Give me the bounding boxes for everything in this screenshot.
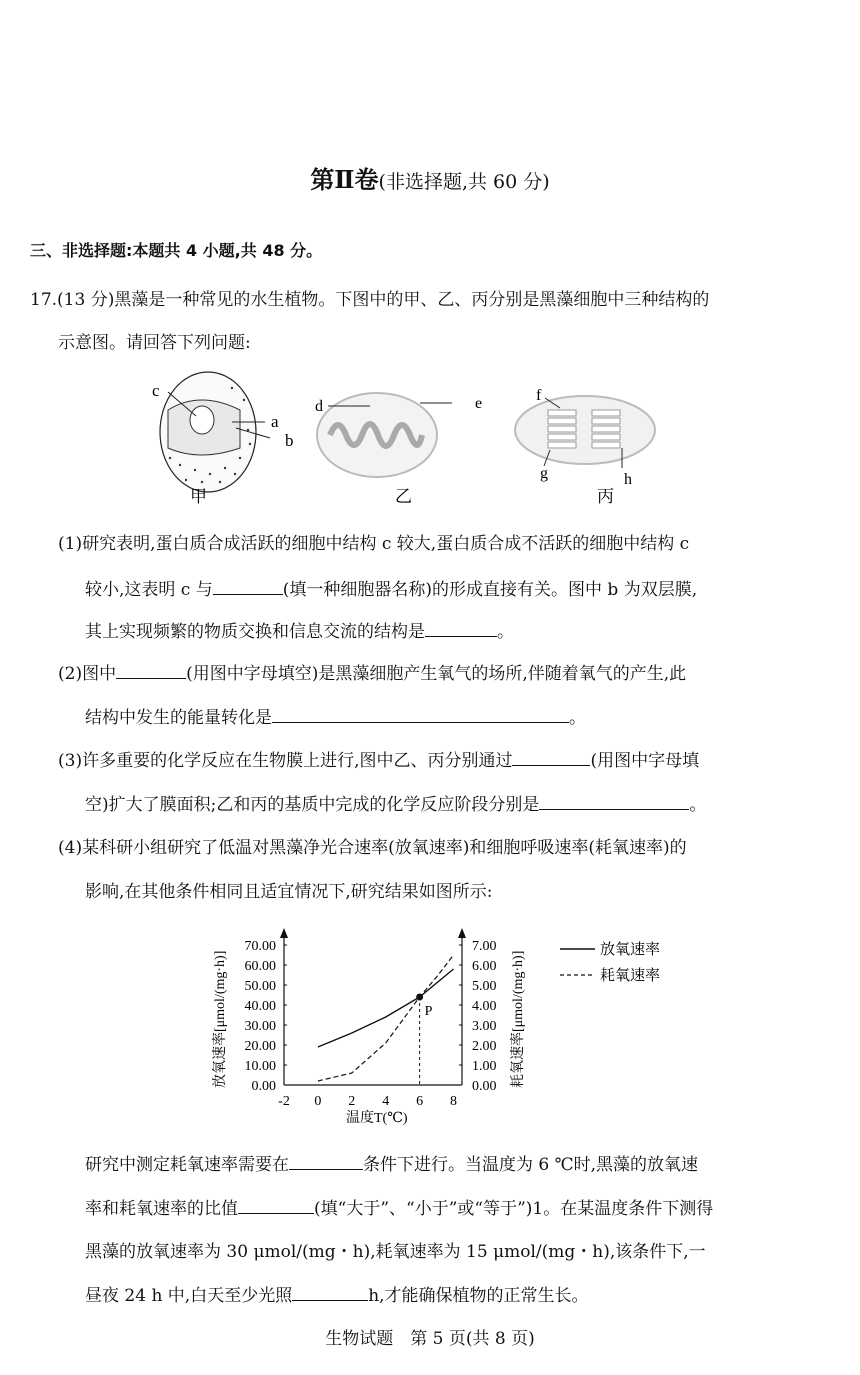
q17-p1-l2b: (填一种细胞器名称)的形成直接有关。图中 b 为双层膜, <box>282 580 698 600</box>
q17-p5-line2 <box>85 1194 713 1219</box>
x-axis-label: 温度T(℃) <box>346 1111 408 1126</box>
label-a: a <box>271 412 279 431</box>
label-bing: 丙 <box>597 487 614 506</box>
label-yi: 乙 <box>395 487 412 506</box>
label-f: f <box>536 387 542 404</box>
title-main: 第Ⅱ卷 <box>310 165 379 194</box>
y-right-axis-label: 耗氧速率[μmol/(mg·h)] <box>511 950 526 1088</box>
q17-p1-line1: (1)研究表明,蛋白质合成活跃的细胞中结构 c 较大,蛋白质合成不活跃的细胞中结构 c <box>58 534 690 554</box>
q17-p2-l1b: (用图中字母填空)是黑藻细胞产生氧气的场所,伴随着氧气的产生,此 <box>186 664 687 684</box>
answer-blank-3[interactable] <box>116 661 186 679</box>
y-right-tick-label: 5.00 <box>472 979 497 994</box>
x-tick-label: -2 <box>278 1094 290 1109</box>
series-oxygen-release-line <box>318 969 454 1047</box>
q17-p1-l2a: 较小,这表明 c 与 <box>85 580 213 600</box>
y-right-tick-label: 4.00 <box>472 999 497 1014</box>
y-right-tick-label: 3.00 <box>472 1019 497 1034</box>
paper-section-title <box>0 160 860 195</box>
q17-p5-l2b: (填“大于”、“小于”或“等于”)1。在某温度条件下测得 <box>314 1199 714 1219</box>
legend-oxygen-consumption: 耗氧速率 <box>600 968 661 984</box>
q17-p1-line2 <box>85 575 697 600</box>
q17-p2-line1 <box>58 659 686 684</box>
y-left-tick-label: 40.00 <box>244 999 276 1014</box>
left-tick-labels <box>245 939 288 1094</box>
x-tick-label: 4 <box>382 1094 390 1109</box>
q17-p5-l1a: 研究中测定耗氧速率需要在 <box>85 1155 289 1175</box>
q17-p5-line1 <box>85 1150 698 1175</box>
label-g: g <box>540 465 548 482</box>
q17-p4-line1: (4)某科研小组研究了低温对黑藻净光合速率(放氧速率)和细胞呼吸速率(耗氧速率)的 <box>58 838 687 858</box>
label-jia: 甲 <box>190 487 207 506</box>
point-p-label: P <box>424 1004 433 1019</box>
q17-p3-line2 <box>85 790 706 815</box>
q17-p1-line3 <box>85 617 514 642</box>
q17-p3-line1 <box>58 746 699 771</box>
y-left-tick-label: 20.00 <box>244 1039 276 1054</box>
y-left-axis-label: 放氧速率[μmol/(mg·h)] <box>213 950 228 1088</box>
q17-p3-l1b: (用图中字母填 <box>590 751 700 771</box>
page-footer: 生物试题 第 5 页(共 8 页) <box>325 1329 535 1349</box>
x-tick-label: 8 <box>450 1094 458 1109</box>
right-tick-labels <box>459 939 497 1094</box>
q17-p5-line4 <box>85 1281 589 1306</box>
q17-p3-l2a: 空)扩大了膜面积;乙和丙的基质中完成的化学反应阶段分别是 <box>85 795 540 815</box>
cell-structures-figure <box>140 370 700 510</box>
q17-p5-l4b: h,才能确保植物的正常生长。 <box>368 1286 589 1306</box>
answer-blank-9[interactable] <box>292 1283 368 1301</box>
y-left-tick-label: 10.00 <box>244 1059 276 1074</box>
answer-blank-5[interactable] <box>512 748 590 766</box>
y-right-tick-label: 6.00 <box>472 959 497 974</box>
answer-blank-4[interactable] <box>272 705 569 723</box>
y-left-arrow <box>280 928 288 938</box>
label-b: b <box>285 431 294 450</box>
q17-p2-line2 <box>85 703 586 728</box>
q17-p4-line2: 影响,在其他条件相同且适宜情况下,研究结果如图所示: <box>85 882 493 902</box>
mitochondrion-diagram <box>317 393 452 477</box>
point-p-marker <box>416 994 423 1001</box>
y-left-tick-label: 30.00 <box>244 1019 276 1034</box>
label-e: e <box>475 395 483 412</box>
y-left-tick-label: 60.00 <box>244 959 276 974</box>
chart-axes <box>280 928 466 1085</box>
label-c: c <box>152 381 160 400</box>
q17-p5-l1b: 条件下进行。当温度为 6 ℃时,黑藻的放氧速 <box>363 1155 699 1175</box>
series-oxygen-consumption-line <box>318 955 454 1081</box>
q17-p2-l2b: 。 <box>569 708 586 728</box>
answer-blank-8[interactable] <box>238 1196 314 1214</box>
label-h: h <box>624 471 632 488</box>
y-left-tick-label: 70.00 <box>244 939 276 954</box>
answer-blank-2[interactable] <box>425 619 497 637</box>
y-right-tick-label: 7.00 <box>472 939 497 954</box>
q17-p2-l2a: 结构中发生的能量转化是 <box>85 708 272 728</box>
q17-intro-line1: 17.(13 分)黑藻是一种常见的水生植物。下图中的甲、乙、丙分别是黑藻细胞中三种结构的 <box>30 290 710 310</box>
q17-p3-l1a: (3)许多重要的化学反应在生物膜上进行,图中乙、丙分别通过 <box>58 751 513 771</box>
section-heading: 三、非选择题:本题共 4 小题,共 48 分。 <box>30 241 323 260</box>
y-right-tick-label: 2.00 <box>472 1039 497 1054</box>
chloroplast-diagram <box>515 396 655 468</box>
label-d: d <box>315 398 323 415</box>
q17-p5-l4a: 昼夜 24 h 中,白天至少光照 <box>85 1286 293 1306</box>
q17-p5-line3: 黑藻的放氧速率为 30 μmol/(mg・h),耗氧速率为 15 μmol/(mg・h),该条件下,一 <box>85 1242 706 1262</box>
answer-blank-1[interactable] <box>213 577 283 595</box>
x-tick-label: 0 <box>314 1094 322 1109</box>
answer-blank-7[interactable] <box>289 1152 363 1170</box>
y-right-tick-label: 0.00 <box>472 1079 497 1094</box>
x-tick-label: 2 <box>348 1094 356 1109</box>
temperature-rate-chart <box>200 920 700 1130</box>
y-right-tick-label: 1.00 <box>472 1059 497 1074</box>
nucleus-diagram <box>160 372 270 492</box>
answer-blank-6[interactable] <box>539 792 689 810</box>
q17-p1-l3a: 其上实现频繁的物质交换和信息交流的结构是 <box>85 622 425 642</box>
y-right-arrow <box>458 928 466 938</box>
y-left-tick-label: 50.00 <box>244 979 276 994</box>
x-tick-label: 6 <box>416 1094 424 1109</box>
q17-p1-l3b: 。 <box>497 622 514 642</box>
q17-p5-l2a: 率和耗氧速率的比值 <box>85 1199 238 1219</box>
x-tick-labels <box>278 1094 457 1109</box>
q17-intro-line2: 示意图。请回答下列问题: <box>58 333 251 353</box>
y-left-tick-label: 0.00 <box>251 1079 276 1094</box>
q17-p2-l1a: (2)图中 <box>58 664 117 684</box>
title-paren: (非选择题,共 60 分) <box>378 171 550 193</box>
legend-oxygen-release: 放氧速率 <box>600 942 661 958</box>
q17-p3-l2b: 。 <box>689 795 707 815</box>
